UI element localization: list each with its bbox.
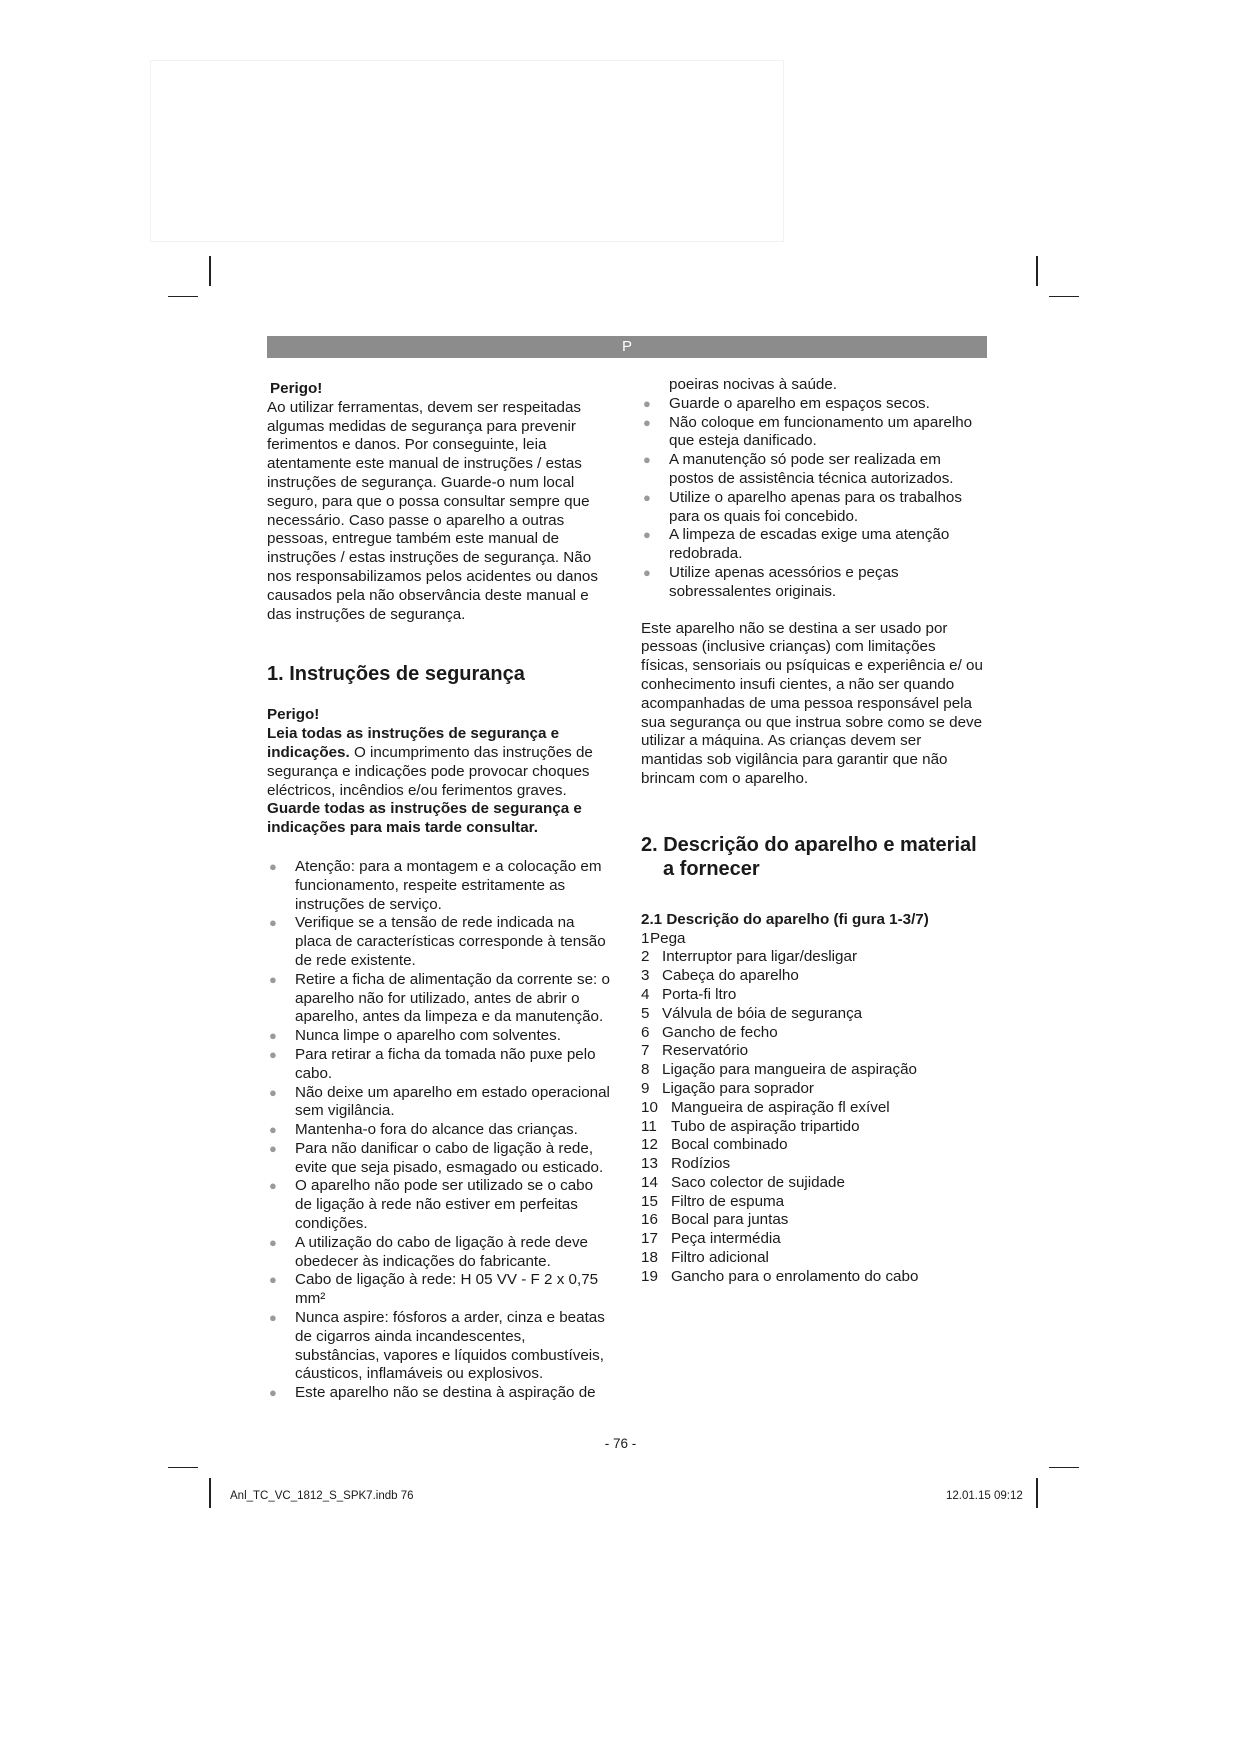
list-item: 14 Saco colector de sujidade [641, 1173, 845, 1191]
list-item: 10 Mangueira de aspiração fl exível [641, 1098, 890, 1116]
list-item: 2 Interruptor para ligar/desligar [641, 948, 858, 966]
list-item: ● A utilização do cabo de ligação à rede deve obedecer às indicações do fabricante. [269, 1233, 588, 1270]
list-item: 18 Filtro adicional [641, 1249, 769, 1267]
section-2-heading-line-1: 2. Descrição do aparelho e material [641, 833, 977, 856]
page-number: - 76 - [604, 1436, 637, 1451]
bullet-icon: ● [269, 1084, 277, 1100]
subsection-2-1-heading: 2.1 Descrição do aparelho (fi gura 1-3/7) [641, 910, 929, 928]
bullet-icon: ● [269, 1178, 277, 1194]
list-item: 7 Reservatório [641, 1042, 749, 1060]
continued-text: poeiras nocivas à saúde. [669, 376, 838, 393]
list-item: ● Utilize o aparelho apenas para os trabalhos para os quais foi concebido. [643, 488, 962, 525]
list-item: 12 Bocal combinado [641, 1136, 788, 1154]
crop-mark-bottom-right-h [1049, 1467, 1079, 1468]
list-item: ● Nunca aspire: fósforos a arder, cinza e beatas de cigarros ainda incandescentes, substâncias, vapores e líquidos combustíveis, cáusticos, inflamáveis ou explosivos. [269, 1309, 605, 1383]
bullet-icon: ● [269, 1272, 277, 1288]
list-item: ● A manutenção só pode ser realizada em postos de assistência técnica autorizados. [643, 451, 954, 487]
bullet-icon: ● [643, 564, 651, 580]
bullet-icon: ● [643, 395, 651, 411]
list-item: 8 Ligação para mangueira de aspiração [641, 1061, 917, 1079]
list-item: ● Guarde o aparelho em espaços secos. [643, 394, 930, 412]
crop-mark-bottom-left-v [209, 1478, 211, 1508]
list-item: ● Retire a ficha de alimentação da corrente se: o aparelho não for utilizado, antes de abrir o aparelho, antes da limpeza e da manutenção. [269, 970, 610, 1026]
crop-mark-top-left-h [168, 296, 198, 297]
list-item: 16 Bocal para juntas [641, 1211, 789, 1229]
list-item: 4 Porta-fi ltro [641, 985, 737, 1003]
list-item: ● Não deixe um aparelho em estado operacional sem vigilância. [269, 1083, 610, 1120]
bullet-icon: ● [269, 971, 277, 987]
list-item: 11 Tubo de aspiração tripartido [641, 1117, 860, 1135]
bullet-icon: ● [269, 915, 277, 931]
list-item: ● Não coloque em funcionamento um aparelho que esteja danificado. [643, 413, 973, 450]
bullet-icon: ● [269, 1310, 277, 1326]
safety-bullet-list-continued [641, 395, 986, 602]
list-item: 13 Rodízios [641, 1155, 731, 1173]
bullet-icon: ● [643, 452, 651, 468]
bullet-icon: ● [269, 1028, 277, 1044]
list-item: 3 Cabeça do aparelho [641, 967, 799, 985]
crop-mark-top-right-v [1036, 256, 1038, 286]
list-item: ● Utilize apenas acessórios e peças sobressalentes originais. [643, 563, 899, 600]
list-item: ● A limpeza de escadas exige uma atenção redobrada. [643, 526, 950, 563]
list-item: 9 Ligação para soprador [641, 1079, 814, 1097]
section-2-heading [641, 833, 986, 881]
list-item: 19 Gancho para o enrolamento do cabo [641, 1267, 919, 1285]
right-column [641, 376, 986, 1287]
language-header-bar: P [267, 336, 987, 358]
list-item: 15 Filtro de espuma [641, 1192, 785, 1210]
footer-date-time: 12.01.15 09:12 [946, 1490, 1023, 1502]
bullet-icon: ● [643, 414, 651, 430]
safety-bullet-list [267, 858, 612, 1403]
section-2-heading-line-2: a fornecer [663, 857, 760, 880]
list-item: ● Verifique se a tensão de rede indicada na placa de características corresponde à tensão de rede existente. [269, 914, 606, 969]
left-column [267, 380, 612, 1403]
footer-file-name: Anl_TC_VC_1812_S_SPK7.indb 76 [230, 1490, 414, 1502]
warning-title-2: Perigo! [267, 706, 320, 724]
warning-title: Perigo! [270, 380, 323, 397]
intro-paragraph: Ao utilizar ferramentas, devem ser respeitadas algumas medidas de segurança para prevenir ferimentos e danos. Por conseguinte, leia atentamente este manual de instruções / estas instruções de segurança. Guarde-o num local seguro, para que o possa consultar sempre que necessário. Caso passe o aparelho a outras pessoas, entregue também este manual de instruções / estas instruções de segurança. Não nos responsabilizamos pelos acidentes ou danos causados pela não observância deste manual e das instruções de segurança. [267, 398, 598, 623]
keep-instructions-note: Guarde todas as instruções de segurança e indicações para mais tarde consultar. [267, 800, 582, 837]
warning-paragraph [267, 725, 612, 800]
crop-mark-bottom-right-v [1036, 1478, 1038, 1508]
crop-mark-top-right-h [1049, 296, 1079, 297]
section-1-heading: 1. Instruções de segurança [267, 663, 525, 686]
scan-ghost-frame [150, 60, 784, 242]
bullet-icon: ● [269, 1385, 277, 1401]
bullet-icon: ● [269, 1140, 277, 1156]
list-item: 6 Gancho de fecho [641, 1023, 778, 1041]
bullet-icon: ● [269, 858, 277, 874]
list-item: 17 Peça intermédia [641, 1230, 781, 1248]
bullet-icon: ● [643, 489, 651, 505]
list-item: ● Para não danificar o cabo de ligação à rede, evite que seja pisado, esmagado ou esticado. [269, 1139, 604, 1176]
list-item: ● Este aparelho não se destina à aspiração de [269, 1384, 596, 1402]
children-note: Este aparelho não se destina a ser usado por pessoas (inclusive crianças) com limitações físicas, sensoriais ou psíquicas e experiência e/ ou conhecimento insufi cientes, a não ser quando acompanhadas de uma pessoa responsável pela sua segurança ou que instrua sobre como se deve utilizar a máquina. As crianças devem ser mantidas sob vigilância para garantir que não brincam com o aparelho. [641, 619, 983, 787]
parts-list [641, 930, 986, 1287]
list-item: 5 Válvula de bóia de segurança [641, 1004, 863, 1022]
list-item: ● O aparelho não pode ser utilizado se o cabo de ligação à rede não estiver em perfeitas condições. [269, 1177, 594, 1233]
bullet-icon: ● [643, 527, 651, 543]
bullet-icon: ● [269, 1234, 277, 1250]
list-item: ● Para retirar a ficha da tomada não puxe pelo cabo. [269, 1045, 596, 1082]
bullet-icon: ● [269, 1122, 277, 1138]
warning-bold-lead: Leia todas as instruções de segurança e indicações. [267, 725, 560, 761]
warning-text: O incumprimento das instruções de segurança e indicações pode provocar choques eléctricos, incêndios e/ou ferimentos graves. [267, 743, 593, 799]
list-item: 1 Pega [641, 929, 686, 947]
list-item: ● Nunca limpe o aparelho com solventes. [269, 1027, 561, 1045]
bullet-icon: ● [269, 1046, 277, 1062]
list-item: ● Mantenha-o fora do alcance das crianças. [269, 1121, 578, 1139]
crop-mark-top-left-v [209, 256, 211, 286]
list-item: ● Cabo de ligação à rede: H 05 VV - F 2 x 0,75 mm² [269, 1271, 599, 1308]
crop-mark-bottom-left-h [168, 1467, 198, 1468]
list-item: ● Atenção: para a montagem e a colocação em funcionamento, respeite estritamente as instruções de serviço. [269, 857, 602, 913]
